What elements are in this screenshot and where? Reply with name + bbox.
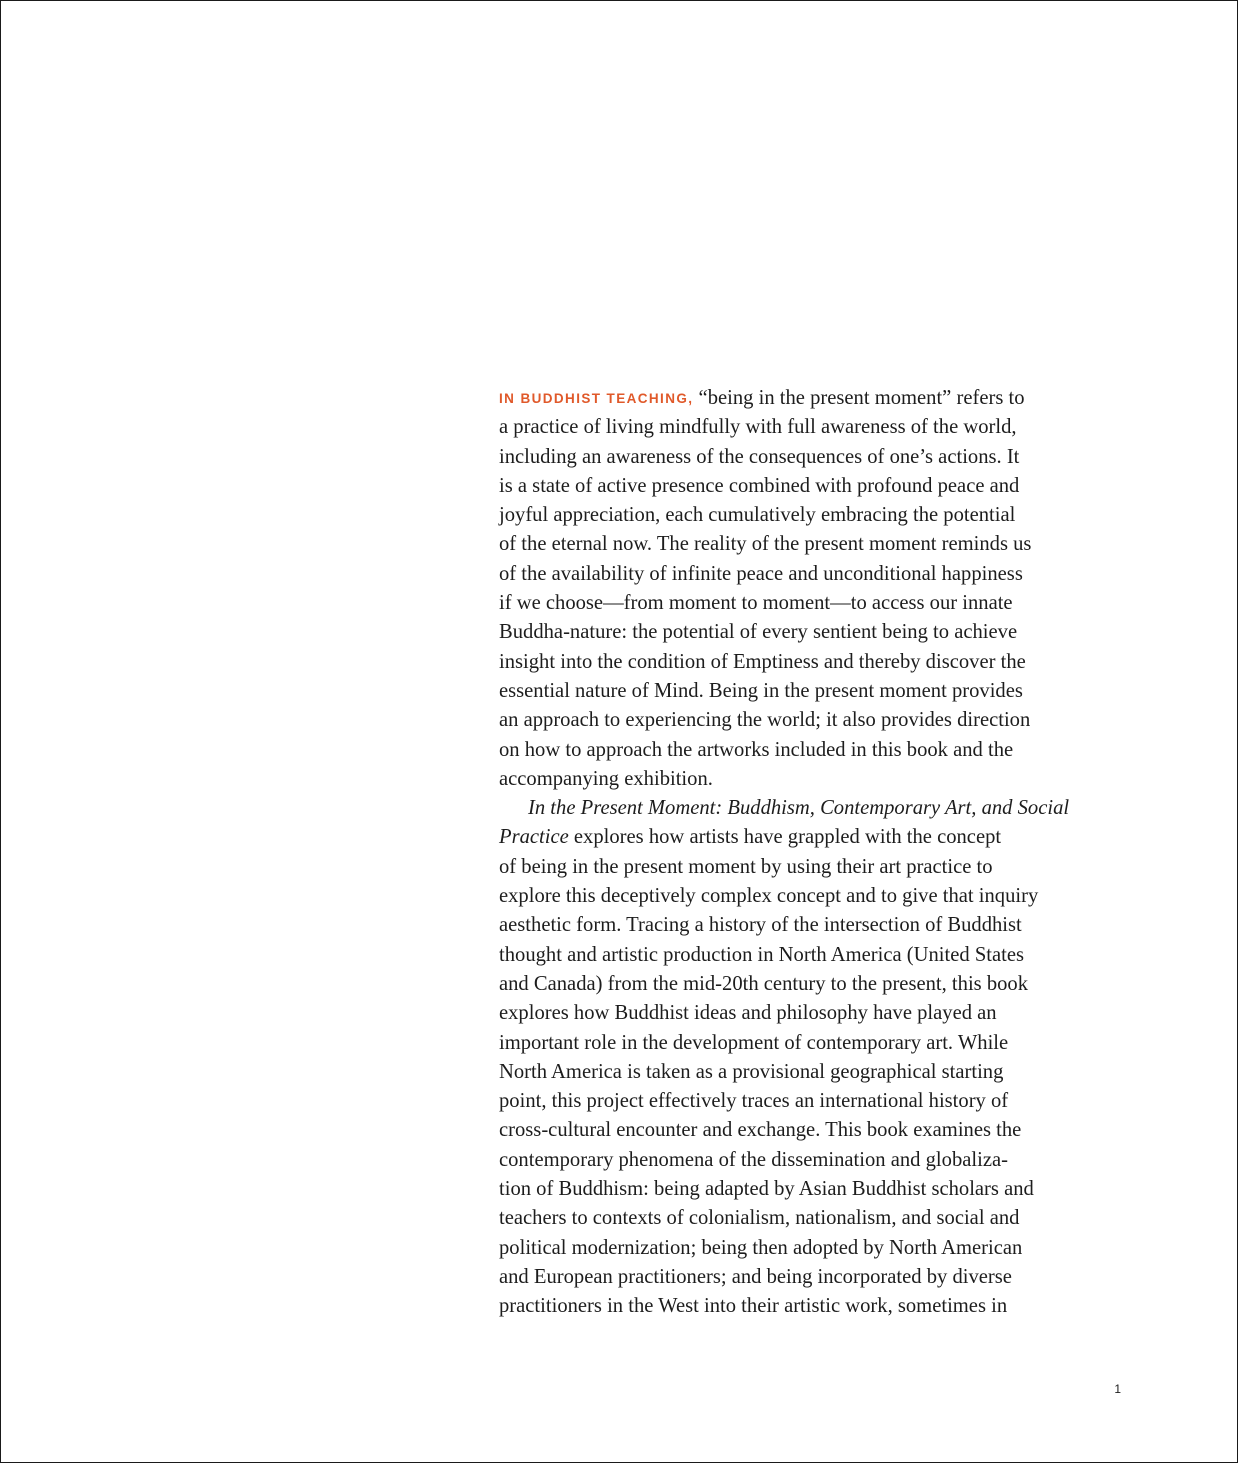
paragraph-2-line: contemporary phenomena of the dissemination and globaliza-: [499, 1148, 1008, 1171]
paragraph-1-line: of the eternal now. The reality of the present moment reminds us: [499, 533, 1032, 556]
paragraph-1-line: essential nature of Mind. Being in the present moment provides: [499, 679, 1023, 702]
paragraph-2-line: of being in the present moment by using their art practice to: [499, 855, 993, 878]
paragraph-2-line: North America is taken as a provisional geographical starting: [499, 1060, 1004, 1083]
page-number: 1: [1114, 1382, 1121, 1396]
paragraph-2-line: and Canada) from the mid-20th century to the present, this book: [499, 972, 1029, 995]
paragraph-1-line: is a state of active presence combined with profound peace and: [499, 474, 1020, 497]
paragraph-1-line: accompanying exhibition.: [499, 767, 713, 790]
paragraph-1-line: insight into the condition of Emptiness and thereby discover the: [499, 650, 1026, 673]
book-title-line-1: In the Present Moment: Buddhism, Contemporary Art, and Social: [528, 797, 1070, 820]
paragraph-1-first-line: [499, 384, 1139, 413]
paragraph-2-line: and European practitioners; and being incorporated by diverse: [499, 1265, 1012, 1288]
body-text: [499, 384, 1139, 1322]
paragraph-2-line: teachers to contexts of colonialism, nationalism, and social and: [499, 1207, 1020, 1230]
paragraph-1-line: a practice of living mindfully with full awareness of the world,: [499, 416, 1017, 439]
paragraph-2-line: practitioners in the West into their artistic work, sometimes in: [499, 1295, 1008, 1318]
paragraph-1-line: joyful appreciation, each cumulatively embracing the potential: [499, 504, 1016, 527]
paragraph-2-line: political modernization; being then adopted by North American: [499, 1236, 1023, 1259]
paragraph-1-line: including an awareness of the consequences of one’s actions. It: [499, 445, 1020, 468]
paragraph-2-line: explore this deceptively complex concept and to give that inquiry: [499, 885, 1039, 908]
paragraph-2-line: thought and artistic production in North America (United States: [499, 943, 1025, 966]
paragraph-1-line: if we choose—from moment to moment—to access our innate: [499, 592, 1013, 615]
paragraph-2-line: point, this project effectively traces an international history of: [499, 1090, 1009, 1113]
paragraph-2-line: explores how Buddhist ideas and philosophy have played an: [499, 1002, 997, 1025]
paragraph-1-line: on how to approach the artworks included in this book and the: [499, 738, 1014, 761]
paragraph-1-line: Buddha-nature: the potential of every sentient being to achieve: [499, 621, 1018, 644]
paragraph-1-first-line-text: “being in the present moment” refers to: [693, 387, 1025, 409]
paragraph-2-line: [499, 823, 1139, 852]
paragraph-1-line: an approach to experiencing the world; it also provides direction: [499, 709, 1031, 732]
paragraph-2-line: important role in the development of contemporary art. While: [499, 1031, 1009, 1054]
paragraph-1-line: of the availability of infinite peace and unconditional happiness: [499, 562, 1023, 585]
lead-in-small-caps: IN BUDDHIST TEACHING,: [499, 391, 694, 406]
book-title-line-2: Practice: [499, 826, 569, 849]
paragraph-2-line: cross-cultural encounter and exchange. This book examines the: [499, 1119, 1022, 1142]
paragraph-2-line: aesthetic form. Tracing a history of the intersection of Buddhist: [499, 914, 1022, 937]
paragraph-2-line: tion of Buddhism: being adapted by Asian Buddhist scholars and: [499, 1178, 1034, 1201]
paragraph-2-line-text: explores how artists have grappled with the concept: [568, 826, 1002, 849]
